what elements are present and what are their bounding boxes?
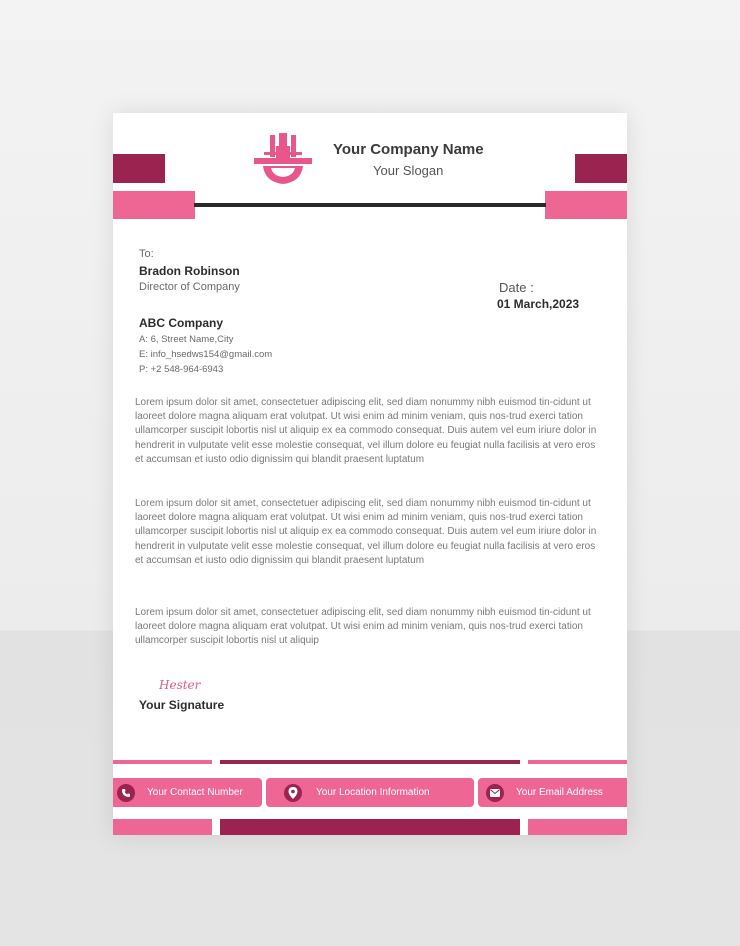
recipient-title: Director of Company [139,281,240,293]
date-value: 01 March,2023 [497,297,580,311]
footer-top-bar-center [220,760,520,764]
location-pin-icon [284,784,302,802]
footer-contact-text: Your Contact Number [147,787,243,798]
to-label: To: [139,248,154,260]
signature-label: Your Signature [139,698,225,712]
body-paragraph-2: Lorem ipsum dolor sit amet, consectetuer adipiscing elit, sed diam nonummy nibh euismod tin-cidunt ut laoreet dolore magna aliquam erat volutpat. Ut wisi enim ad minim veniam, quis nos-trud exerci tation ullamcorper suscipit lobortis nisl ut aliquip ex ea commodo consequat. Duis autem vel eum iriure dolor in hendrerit in vulputate velit esse molestie consequat, vel illum dolore eu feugiat nulla facilisis at vero eros et accumsan et iusto odio dignissim qui blandit praesent luptatum [135,498,597,566]
header-bar-right-pink [545,191,627,219]
sender-email: E: info_hsedws154@gmail.com [139,349,273,360]
sender-phone: P: +2 548-964-6943 [139,364,224,375]
body-paragraph-3: Lorem ipsum dolor sit amet, consectetuer adipiscing elit, sed diam nonummy nibh euismod tin-cidunt ut laoreet dolore magna aliquam erat volutpat. Ut wisi enim ad minim veniam, quis nos-trud exerci tation ullamcorper suscipit lobortis nisl ut aliquip [135,607,591,647]
signature-script: Hester [159,678,201,692]
footer-email-pill [478,778,627,807]
footer-bottom-bar-left [113,819,212,835]
company-name: Your Company Name [333,141,484,158]
footer-location-text: Your Location Information [316,787,430,798]
envelope-icon [486,784,504,802]
footer-top-bar-right [528,760,627,764]
footer-top-bar-left [113,760,212,764]
header-bar-left-pink [113,191,195,219]
header-bar-left-dark [113,154,165,183]
sender-address: A: 6, Street Name,City [139,334,234,345]
phone-icon [117,784,135,802]
date-label: Date : [499,280,534,295]
footer-location-pill [266,778,474,807]
header-rule [194,203,546,207]
footer-bottom-bar-center [220,819,520,835]
company-slogan: Your Slogan [373,163,444,178]
footer-bottom-bar-right [528,819,627,835]
body-paragraph-1: Lorem ipsum dolor sit amet, consectetuer adipiscing elit, sed diam nonummy nibh euismod tin-cidunt ut laoreet dolore magna aliquam erat volutpat. Ut wisi enim ad minim veniam, quis nos-trud exerci tation ullamcorper suscipit lobortis nisl ut aliquip ex ea commodo consequat. Duis autem vel eum iriure dolor in hendrerit in vulputate velit esse molestie consequat, vel illum dolore eu feugiat nulla facilisis at vero eros et accumsan et iusto odio dignissim qui blandit praesent luptatum [135,397,597,465]
header-bar-right-dark [575,154,627,183]
footer-email-text: Your Email Address [516,787,603,798]
recipient-name: Bradon Robinson [139,264,240,278]
footer-contact-pill [113,778,262,807]
sender-company: ABC Company [139,316,224,330]
company-logo-icon [254,133,312,185]
letterhead-page [113,113,627,835]
